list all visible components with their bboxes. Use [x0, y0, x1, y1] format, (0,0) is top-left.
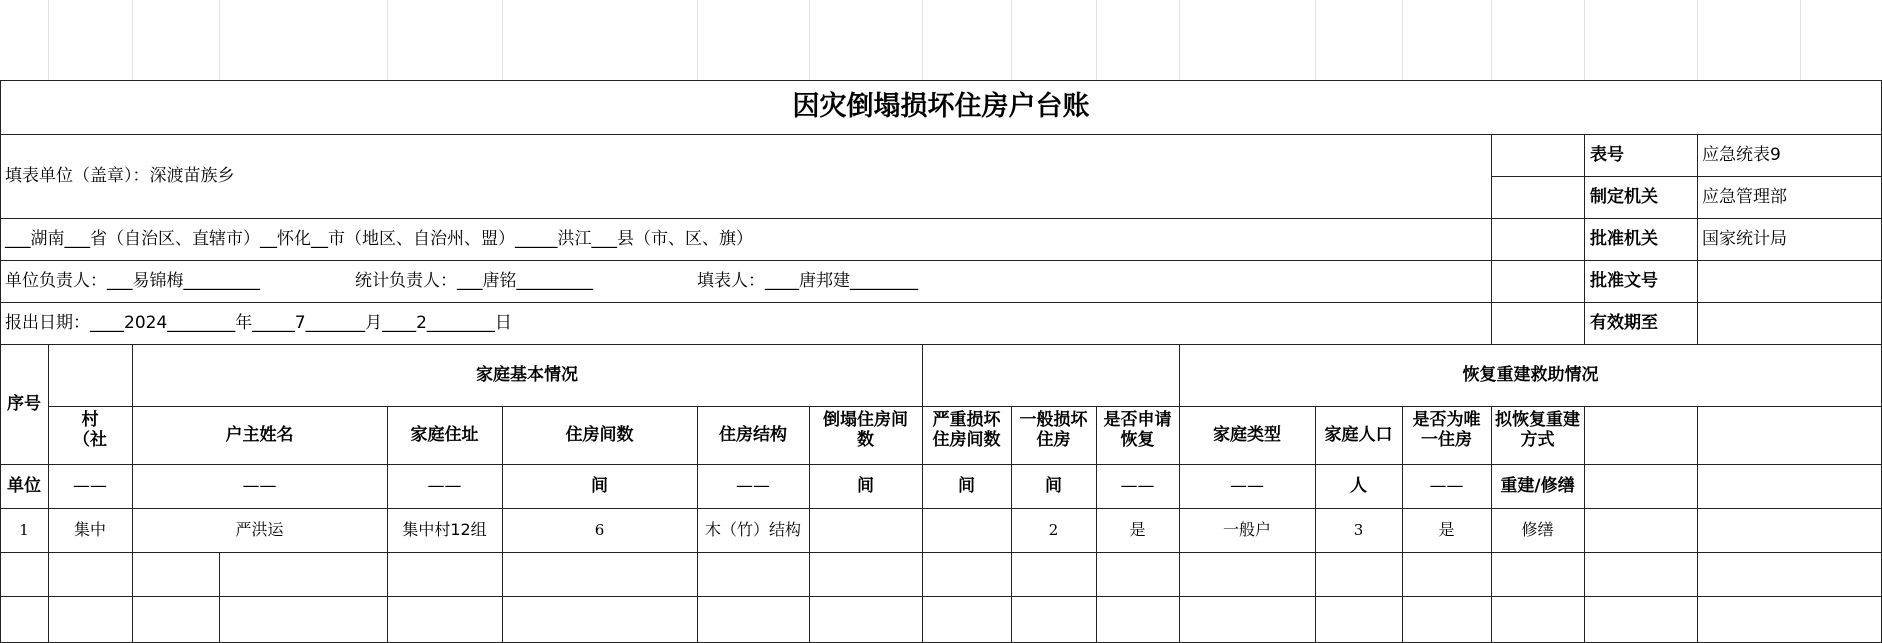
info-region: ___湖南___省（自治区、直辖市）__怀化__市（地区、自治州、盟）_____洪江___县（市、区、旗）	[5, 229, 753, 249]
unit-severe-damage: 间	[958, 476, 975, 496]
unit-collapsed-rooms: 间	[857, 476, 874, 496]
info-report-date: 报出日期：____2024________年_____7_______月____2________日	[5, 313, 512, 333]
unit-address: ——	[427, 476, 462, 496]
unit-householder: ——	[242, 476, 277, 496]
info-unit-head: 单位负责人：___易锦梅_________	[5, 271, 260, 291]
col-header-only-house: 是否为唯一住房	[1412, 410, 1481, 450]
header-group-recovery: 恢复重建救助情况	[1462, 365, 1599, 385]
row1-rebuild-method: 修缮	[1521, 520, 1554, 539]
row1-only-house: 是	[1438, 520, 1455, 539]
unit-rebuild-method: 重建/修缮	[1500, 476, 1575, 496]
info-filling-unit: 填表单位（盖章）：深渡苗族乡	[5, 166, 235, 186]
row1-apply-recovery: 是	[1129, 520, 1146, 539]
row1-severe-damage	[922, 508, 1011, 552]
unit-family-type: ——	[1230, 476, 1264, 496]
meta-value-authority: 应急管理部	[1702, 187, 1787, 207]
col-header-rooms: 住房间数	[565, 425, 634, 445]
col-header-structure: 住房结构	[719, 425, 787, 445]
meta-label-authority: 制定机关	[1590, 187, 1658, 207]
meta-value-valid-until	[1697, 302, 1882, 344]
row1-village: 集中	[73, 520, 106, 539]
info-stat-head: 统计负责人：___唐铭_________	[355, 271, 593, 291]
row1-householder: 严洪运	[235, 520, 284, 539]
unit-family-size: 人	[1350, 476, 1367, 496]
header-group-family-basic: 家庭基本情况	[476, 365, 578, 385]
meta-value-approver: 国家统计局	[1702, 229, 1787, 249]
unit-rooms: 间	[591, 476, 608, 496]
background-grid	[0, 0, 1882, 80]
unit-only-house: ——	[1429, 476, 1464, 496]
col-header-rebuild-method: 拟恢复重建方式	[1495, 410, 1580, 450]
meta-value-approval-no	[1697, 260, 1882, 302]
row1-family-size: 3	[1353, 521, 1364, 539]
col-header-family-type: 家庭类型	[1213, 425, 1281, 445]
ledger-sheet	[0, 80, 1882, 643]
row1-address: 集中村12组	[402, 520, 487, 539]
empty-row-1	[0, 552, 1882, 596]
row1-general-damage: 2	[1048, 521, 1059, 539]
col-header-village: 村（社	[73, 410, 107, 450]
row1-family-type: 一般户	[1222, 520, 1271, 539]
unit-apply-recovery: ——	[1120, 476, 1155, 496]
row1-collapsed-rooms	[809, 508, 922, 552]
col-header-family-size: 家庭人口	[1324, 425, 1393, 445]
col-header-severe-damage: 严重损坏住房间数	[932, 410, 1001, 450]
col-header-apply-recovery: 是否申请恢复	[1103, 410, 1172, 450]
header-serial: 序号	[7, 394, 41, 414]
row1-structure: 木（竹）结构	[704, 520, 801, 539]
info-filler: 填表人：____唐邦建________	[697, 271, 918, 291]
row1-rooms: 6	[594, 521, 605, 539]
meta-label-form-number: 表号	[1590, 145, 1624, 165]
sheet-title: 因灾倒塌损坏住房户台账	[792, 91, 1090, 122]
empty-row-2	[0, 596, 1882, 643]
meta-label-approver: 批准机关	[1590, 229, 1658, 249]
meta-value-form-number: 应急统表9	[1702, 145, 1781, 165]
col-header-general-damage: 一般损坏住房	[1019, 410, 1088, 450]
unit-general-damage: 间	[1045, 476, 1062, 496]
col-header-householder: 户主姓名	[225, 425, 294, 445]
meta-label-valid-until: 有效期至	[1590, 313, 1658, 333]
unit-village: ——	[73, 476, 107, 496]
units-label: 单位	[7, 476, 41, 496]
col-header-address: 家庭住址	[410, 425, 479, 445]
unit-structure: ——	[736, 476, 770, 496]
meta-label-approval-no: 批准文号	[1590, 271, 1658, 291]
col-header-collapsed-rooms: 倒塌住房间数	[823, 410, 908, 450]
row1-serial: 1	[19, 521, 29, 539]
